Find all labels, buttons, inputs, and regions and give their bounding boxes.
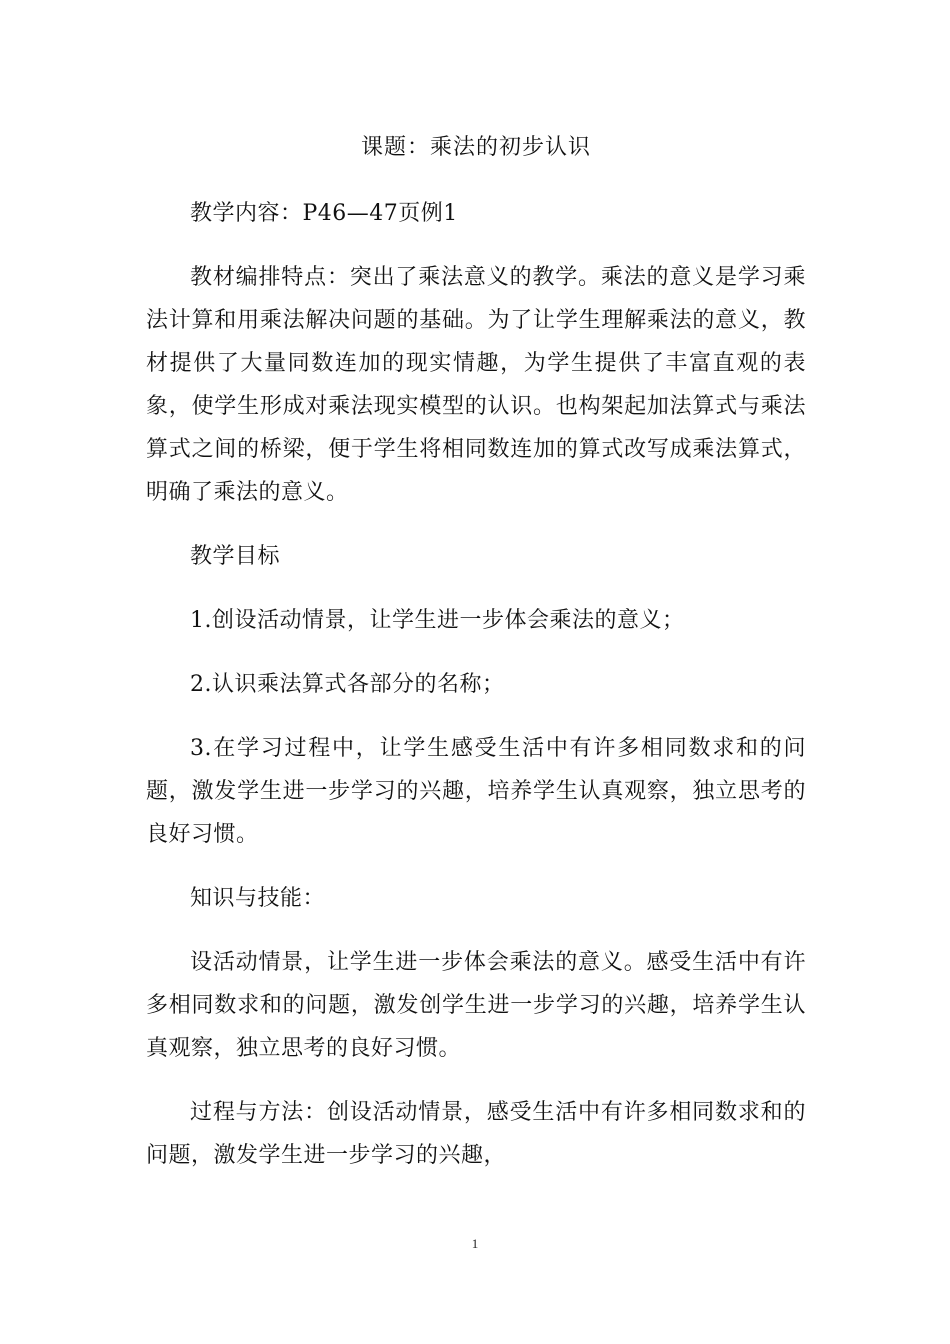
paragraph-knowledge-skills: 设活动情景，让学生进一步体会乘法的意义。感受生活中有许多相同数求和的问题，激发创学生进一步学习的兴趣，培养学生认真观察，独立思考的良好习惯。	[146, 950, 806, 1061]
paragraph-goal-2: 2.认识乘法算式各部分的名称；	[190, 672, 505, 697]
paragraph-knowledge-skills-heading: 知识与技能：	[190, 886, 326, 911]
paragraph-teaching-content: 教学内容：P46—47页例1	[190, 201, 458, 226]
document-title: 课题：乘法的初步认识	[360, 135, 591, 160]
paragraph-teaching-goals-heading: 教学目标	[190, 544, 281, 569]
paragraph-goal-3: 3.在学习过程中，让学生感受生活中有许多相同数求和的问题，激发学生进一步学习的兴趣，培养学生认真观察，独立思考的良好习惯。	[146, 736, 806, 847]
page-number: 1	[471, 1236, 479, 1251]
document-body	[146, 128, 806, 1198]
paragraph-goal-1: 1.创设活动情景，让学生进一步体会乘法的意义；	[190, 608, 685, 633]
paragraph-textbook-features: 教材编排特点：突出了乘法意义的教学。乘法的意义是学习乘法计算和用乘法解决问题的基础。为了让学生理解乘法的意义，教材提供了大量同数连加的现实情趣，为学生提供了丰富直观的表象，使学生形成对乘法现实模型的认识。也构架起加法算式与乘法算式之间的桥梁，便于学生将相同数连加的算式改写成乘法算式，明确了乘法的意义。	[146, 265, 806, 505]
paragraph-process-methods: 过程与方法：创设活动情景，感受生活中有许多相同数求和的问题，激发学生进一步学习的兴趣，	[146, 1100, 806, 1168]
